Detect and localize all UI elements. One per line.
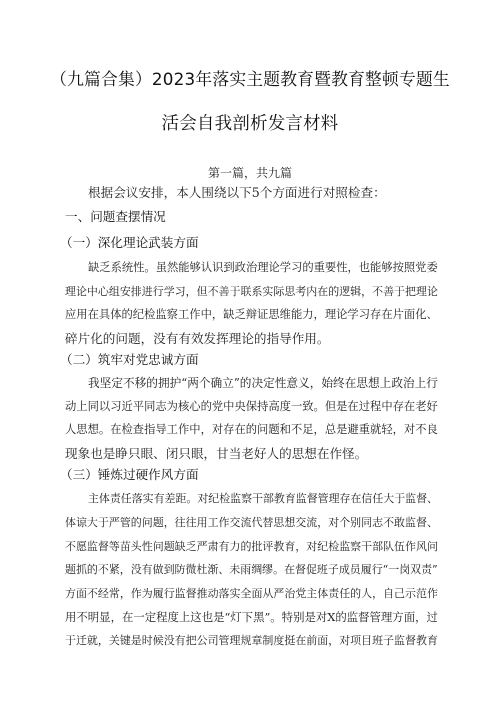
paragraph-line: 现象也是睁只眼、闭只眼，甘当老好人的思想在作怪。: [65, 446, 368, 461]
paragraph-line: 不愿监督等苗头性问题缺乏严肃有力的批评教育，对纪检监察干部队伍作风问: [65, 540, 438, 553]
paragraph-line: 体谅大于严管的问题，往往用工作交流代替思想交流，对个别同志不敢监督、: [65, 516, 438, 529]
paragraph-line: 用不明显，在一定程度上这也是“灯下黑”。特别是对X的监督管理方面，过: [65, 610, 438, 624]
document-title-line-2: 活会自我剖析发言材料: [161, 114, 339, 134]
part-count: 第一篇，共九篇: [207, 166, 292, 180]
subsection-heading: （二）筑牢对党忠诚方面: [60, 352, 199, 367]
document-title-line-1: （九篇合集）2023年落实主题教育暨教育整顿专题生: [50, 69, 450, 89]
paragraph-line: 动上同以习近平同志为核心的党中央保持高度一致。但是在过程中存在老好: [65, 400, 438, 413]
intro-paragraph: 根据会议安排，本人围绕以下5个方面进行对照检查：: [88, 185, 386, 200]
paragraph-line: 题抓的不紧，没有做到防微杜渐、未雨绸缪。在督促班子成员履行“一岗双责”: [65, 563, 438, 576]
section-heading: 一、问题查摆情况: [65, 209, 166, 224]
paragraph-line: 缺乏系统性。虽然能够认识到政治理论学习的重要性，也能够按照党委: [88, 261, 438, 274]
paragraph-line: 应用在具体的纪检监察工作中，缺乏辩证思维能力，理论学习存在片面化、: [65, 308, 438, 321]
paragraph-line: 主体责任落实有差距。对纪检监察干部教育监督管理存在信任大于监督、: [88, 492, 438, 505]
paragraph-line: 人思想。在检查指导工作中，对存在的问题和不足，总是避重就轻，对不良: [65, 423, 438, 436]
paragraph-line: 碎片化的问题，没有有效发挥理论的指导作用。: [65, 331, 330, 346]
paragraph-line: 于迁就，关键是时候没有把公司管理规章制度挺在前面，对项目班子监督教育: [65, 634, 438, 647]
paragraph-line: 我坚定不移的拥护“两个确立”的决定性意义，始终在思想上政治上行: [88, 376, 438, 390]
paragraph-line: 理论中心组安排进行学习，但不善于联系实际思考内在的逻辑，不善于把理论: [65, 285, 438, 298]
paragraph-line: 方面不经常，作为履行监督推动落实全面从严治党主体责任的人，自己示范作: [65, 587, 438, 600]
subsection-heading: （三）锤炼过硬作风方面: [60, 467, 199, 482]
subsection-heading: （一）深化理论武装方面: [60, 235, 199, 250]
